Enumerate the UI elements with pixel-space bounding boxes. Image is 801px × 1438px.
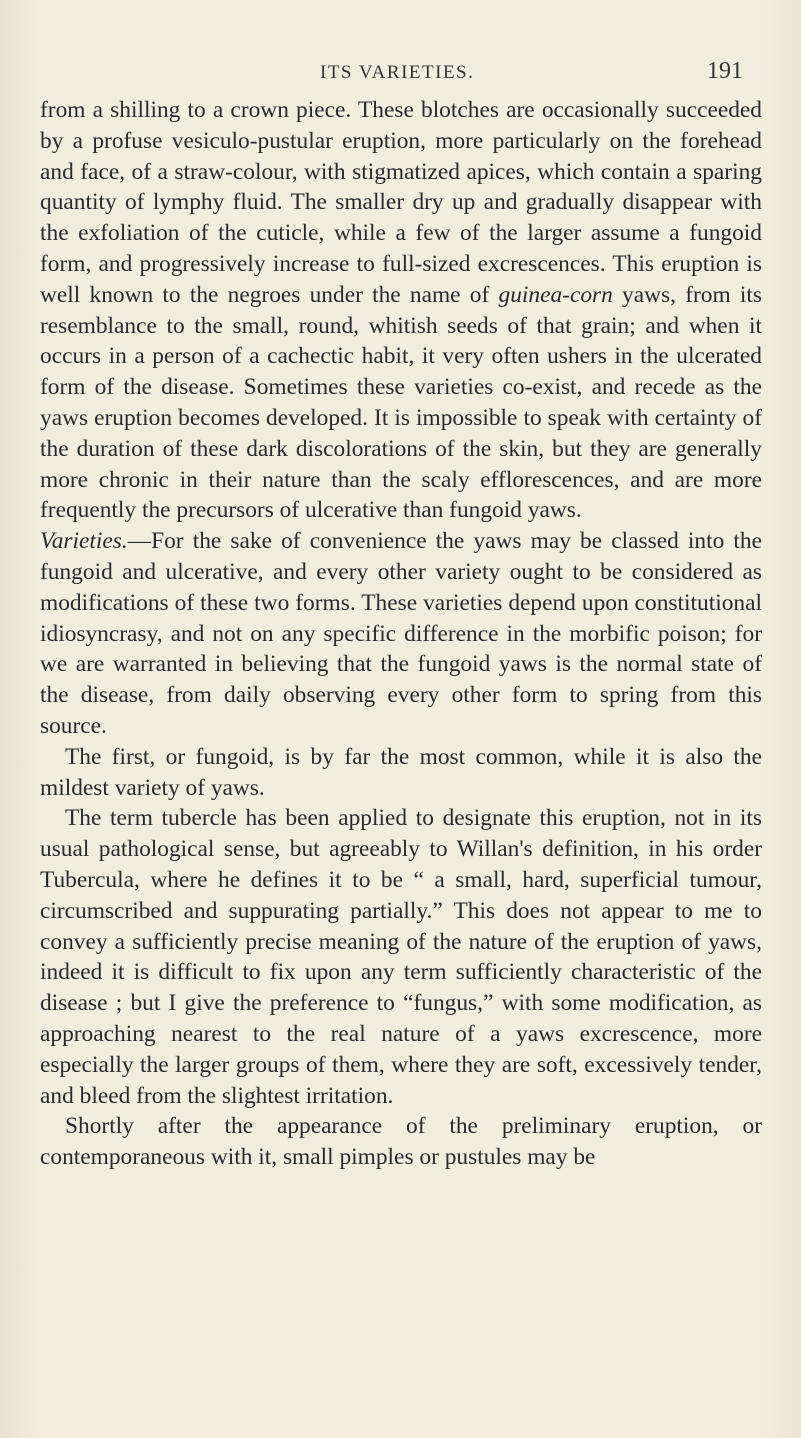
paragraph-2-text: —For the sake of convenience the yaws may be classed into the fungoid and ulcerative, and every other variety ought to be considered as modifications of these two forms. These varieties depend upon constitutional idiosyncrasy, and not on any specific difference in the morbific poison; for we are warranted in believing that the fungoid yaws is the normal state of the disease, from daily observing every other form to spring from this source. bbox=[40, 528, 762, 739]
paragraph-1-italic-term: guinea-corn bbox=[498, 281, 613, 308]
page-number: 191 bbox=[707, 58, 743, 84]
page-header bbox=[0, 56, 801, 92]
paragraph-5 bbox=[40, 1111, 762, 1173]
paragraph-1-text: from a shilling to a crown piece. These blotches are occasionally succeeded by a profuse vesiculo-pustular eruption, more particularly on the forehead and face, of a straw-colour, with stigmatized apices, which contain a sparing quantity of lymphy fluid. The smaller dry up and gradually disappear with the exfoliation of the cuticle, while a few of the larger assume a fungoid form, and progressively increase to full-sized excrescences. This eruption is well known to the negroes under the name of bbox=[40, 97, 762, 308]
paragraph-3-text: The first, or fungoid, is by far the most common, while it is also the mildest variety of yaws. bbox=[40, 743, 762, 801]
paragraph-1 bbox=[40, 95, 762, 526]
paragraph-3 bbox=[40, 742, 762, 804]
paragraph-4-text: The term tubercle has been applied to designate this eruption, not in its usual pathological sense, but agreeably to Willan's definition, in his order Tubercula, where he defines it to be “ a small, hard, superficial tumour, circumscribed and suppurating partially.” This does not appear to me to convey a sufficiently precise meaning of the nature of the eruption of yaws, indeed it is difficult to fix upon any term sufficiently characteristic of the disease ; but I give the preference to “fungus,” with some modification, as approaching nearest to the real nature of a yaws excrescence, more especially the larger groups of them, where they are soft, excessively tender, and bleed from the slightest irritation. bbox=[40, 805, 762, 1109]
paragraph-2 bbox=[40, 526, 762, 742]
paragraph-4 bbox=[40, 803, 762, 1111]
section-heading-varieties: Varieties. bbox=[40, 528, 128, 555]
body-text bbox=[40, 95, 762, 1173]
paragraph-5-text: Shortly after the appearance of the preliminary eruption, or contemporaneous with it, small pimples or pustules may be bbox=[40, 1113, 762, 1171]
running-title: ITS VARIETIES. bbox=[320, 62, 475, 83]
paragraph-1-text-after: yaws, from its resemblance to the small, round, whitish seeds of that grain; and when it occurs in a person of a cachectic habit, it very often ushers in the ulcerated form of the disease. Sometimes these varieties co-exist, and recede as the yaws eruption becomes developed. It is impossible to speak with certainty of the duration of these dark discolorations of the skin, but they are generally more chronic in their nature than the scaly efflorescences, and are more frequently the precursors of ulcerative than fungoid yaws. bbox=[40, 281, 763, 524]
